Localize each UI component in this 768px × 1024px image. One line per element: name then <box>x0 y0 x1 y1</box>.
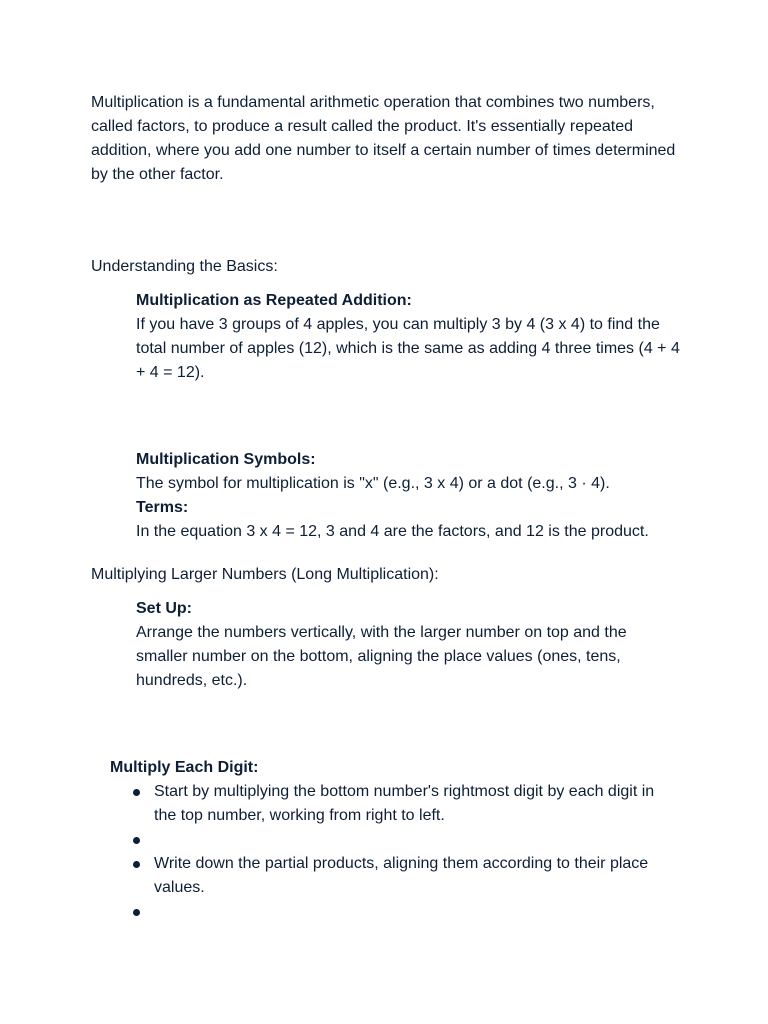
bullet-icon <box>133 789 140 796</box>
list-item <box>110 780 670 828</box>
list-item <box>110 828 670 852</box>
symbols-text: The symbol for multiplication is "x" (e.g., 3 x 4) or a dot (e.g., 3 · 4). <box>136 475 610 492</box>
bullet-icon <box>133 909 140 916</box>
setup-text: Arrange the numbers vertically, with the larger number on top and the smaller number on the bottom, aligning the place values (ones, tens, hundreds, etc.). <box>136 624 627 689</box>
repeated-addition-text: If you have 3 groups of 4 apples, you can multiply 3 by 4 (3 x 4) to find the total number of apples (12), which is the same as adding 4 three times (4 + 4 + 4 = 12). <box>136 316 680 381</box>
list-item-text: Write down the partial products, aligning them according to their place values. <box>154 855 649 896</box>
list-item-text: Start by multiplying the bottom number's rightmost digit by each digit in the top number, working from right to left. <box>154 783 655 824</box>
list-item <box>110 900 670 924</box>
repeated-addition-label: Multiplication as Repeated Addition: <box>136 292 412 309</box>
multiply-each-digit-label: Multiply Each Digit: <box>110 759 259 776</box>
intro-paragraph: Multiplication is a fundamental arithmetic operation that combines two numbers, called factors, to produce a result called the product. It's essentially repeated addition, where you add one number to itself a certain number of times determined by the other factor. <box>91 94 676 183</box>
multiply-steps-list <box>110 780 670 924</box>
setup-block <box>136 597 681 693</box>
setup-label: Set Up: <box>136 600 192 617</box>
repeated-addition-block <box>136 289 681 385</box>
section-heading-long-multiplication: Multiplying Larger Numbers (Long Multiplication): <box>91 566 439 583</box>
section-heading-basics: Understanding the Basics: <box>91 258 278 275</box>
bullet-icon <box>133 861 140 868</box>
symbols-label: Multiplication Symbols: <box>136 451 316 468</box>
bullet-icon <box>133 837 140 844</box>
list-item <box>110 852 670 900</box>
terms-label: Terms: <box>136 499 189 516</box>
terms-text: In the equation 3 x 4 = 12, 3 and 4 are the factors, and 12 is the product. <box>136 523 649 540</box>
symbols-block <box>136 448 681 544</box>
